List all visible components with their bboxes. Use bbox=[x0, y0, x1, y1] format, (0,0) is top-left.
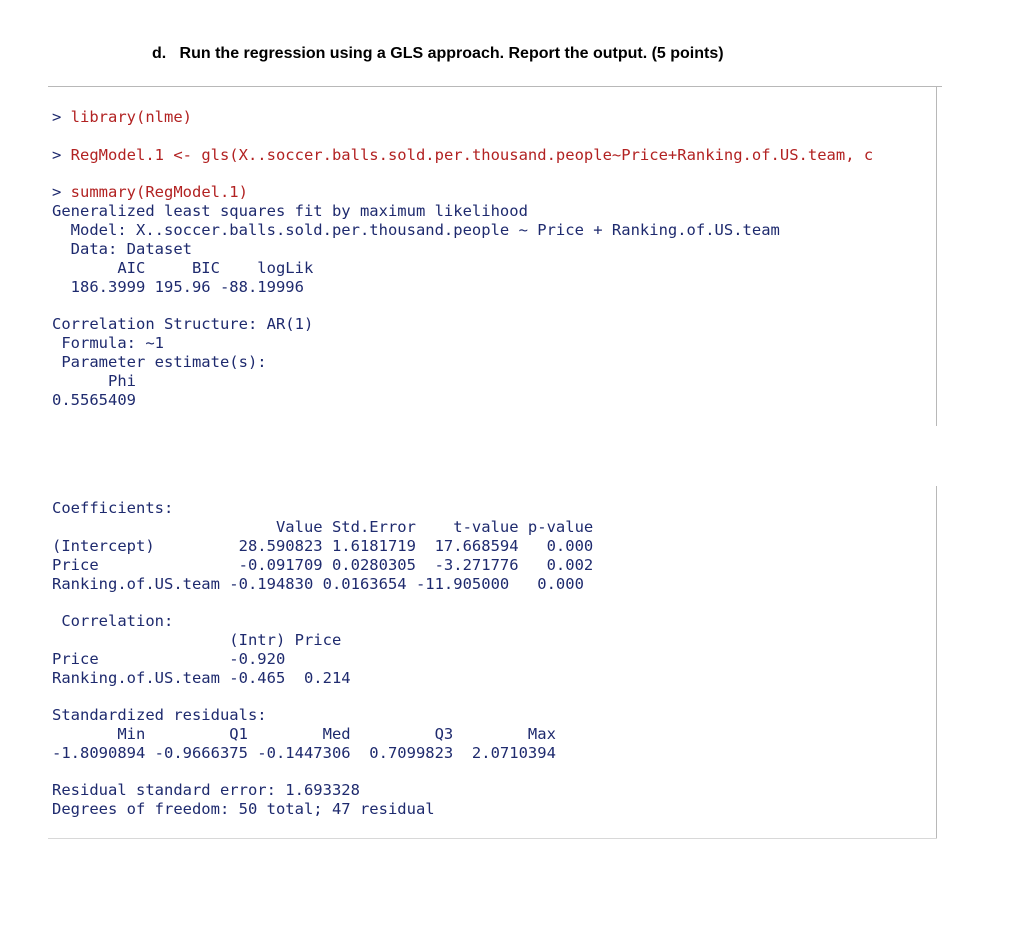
output-line: AIC BIC logLik bbox=[52, 259, 314, 277]
output-line: Coefficients: bbox=[52, 499, 174, 517]
output-line: Data: Dataset bbox=[52, 240, 192, 258]
command-text: RegModel.1 <- gls(X..soccer.balls.sold.per.thousand.people~Price+Ranking.of.US.team, c bbox=[70, 146, 874, 164]
console-top-scrollbar-edge[interactable] bbox=[936, 86, 937, 426]
output-line: Price -0.091709 0.0280305 -3.271776 0.002 bbox=[52, 556, 594, 574]
question-heading: d. Run the regression using a GLS approach. Report the output. (5 points) bbox=[152, 45, 724, 62]
command-line-summary bbox=[52, 183, 248, 202]
output-line: Model: X..soccer.balls.sold.per.thousand.people ~ Price + Ranking.of.US.team bbox=[52, 221, 780, 239]
command-line-gls bbox=[52, 146, 873, 165]
output-line: Generalized least squares fit by maximum likelihood bbox=[52, 202, 528, 220]
output-line: Degrees of freedom: 50 total; 47 residual bbox=[52, 800, 435, 818]
output-line: 0.5565409 bbox=[52, 391, 136, 409]
output-line: Phi bbox=[52, 372, 136, 390]
console-bottom-scrollbar-edge[interactable] bbox=[936, 486, 937, 839]
output-line: Ranking.of.US.team -0.465 0.214 bbox=[52, 669, 351, 687]
output-line: Standardized residuals: bbox=[52, 706, 267, 724]
output-line: Min Q1 Med Q3 Max bbox=[52, 725, 556, 743]
output-line: Value Std.Error t-value p-value bbox=[52, 518, 594, 536]
output-line: Parameter estimate(s): bbox=[52, 353, 267, 371]
console-top-border bbox=[48, 86, 938, 87]
command-line-library bbox=[52, 108, 192, 127]
command-text: summary(RegModel.1) bbox=[70, 183, 248, 201]
output-line: -1.8090894 -0.9666375 -0.1447306 0.7099823 2.0710394 bbox=[52, 744, 556, 762]
output-line: 186.3999 195.96 -88.19996 bbox=[52, 278, 304, 296]
command-text: library(nlme) bbox=[70, 108, 192, 126]
prompt-symbol: > bbox=[52, 108, 71, 126]
console-bottom-border bbox=[48, 838, 937, 839]
console-top-tick bbox=[936, 86, 942, 87]
output-line: (Intr) Price bbox=[52, 631, 342, 649]
output-line: Correlation Structure: AR(1) bbox=[52, 315, 314, 333]
prompt-symbol: > bbox=[52, 146, 71, 164]
prompt-symbol: > bbox=[52, 183, 71, 201]
output-line: Ranking.of.US.team -0.194830 0.0163654 -11.905000 0.000 bbox=[52, 575, 584, 593]
output-line: Residual standard error: 1.693328 bbox=[52, 781, 360, 799]
output-line: (Intercept) 28.590823 1.6181719 17.668594 0.000 bbox=[52, 537, 594, 555]
output-line: Formula: ~1 bbox=[52, 334, 164, 352]
output-line: Price -0.920 bbox=[52, 650, 286, 668]
output-line: Correlation: bbox=[52, 612, 174, 630]
